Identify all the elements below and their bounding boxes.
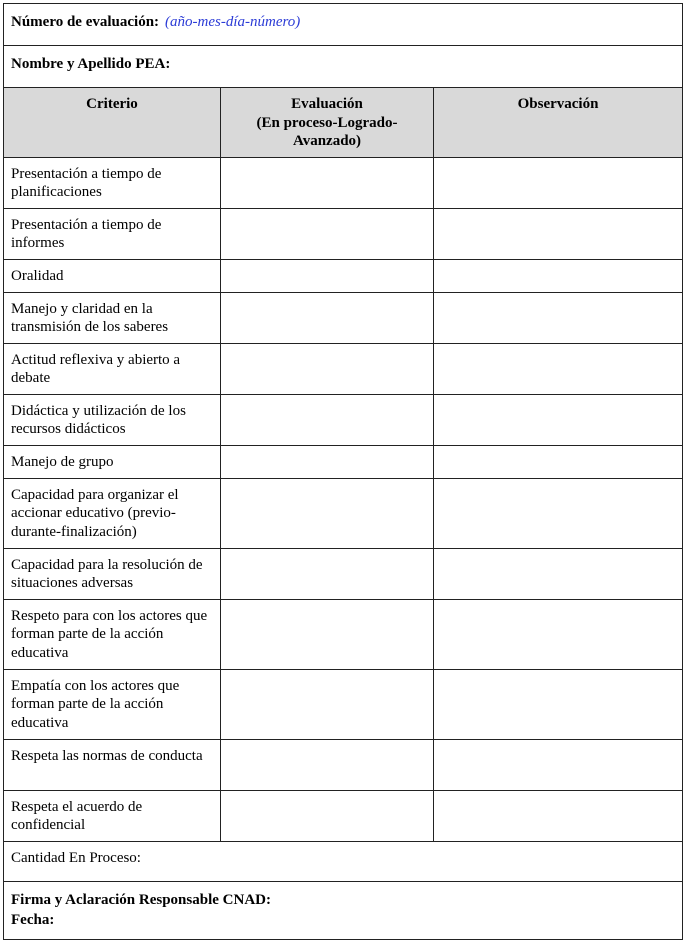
cantidad-cell[interactable] (4, 841, 683, 881)
table-row (4, 669, 683, 739)
table-row (4, 259, 683, 292)
observation-cell[interactable] (434, 394, 683, 445)
table-row (4, 790, 683, 841)
table-row (4, 292, 683, 343)
evaluacion-header-line3: Avanzado) (292, 133, 362, 149)
evaluation-cell[interactable] (221, 599, 434, 669)
signature-cell[interactable] (4, 881, 683, 939)
observation-cell[interactable] (434, 669, 683, 739)
column-header-row (4, 88, 683, 158)
evaluation-cell[interactable] (221, 669, 434, 739)
observation-cell[interactable] (434, 259, 683, 292)
table-row (4, 445, 683, 478)
criterion-label: Presentación a tiempo de planificaciones (4, 157, 221, 208)
observation-cell[interactable] (434, 343, 683, 394)
criterion-label: Respeta el acuerdo de confidencial (4, 790, 221, 841)
criterion-label: Didáctica y utilización de los recursos didácticos (4, 394, 221, 445)
evaluation-cell[interactable] (221, 259, 434, 292)
criterion-label: Empatía con los actores que forman parte de la acción educativa (4, 669, 221, 739)
name-row (4, 46, 683, 88)
observation-cell[interactable] (434, 445, 683, 478)
name-label: Nombre y Apellido PEA: (11, 56, 171, 72)
observation-cell[interactable] (434, 739, 683, 790)
column-header-evaluacion (221, 88, 434, 158)
evaluation-cell[interactable] (221, 478, 434, 548)
table-row (4, 157, 683, 208)
table-row (4, 208, 683, 259)
criterion-label: Capacidad para organizar el accionar educativo (previo-durante-finalización) (4, 478, 221, 548)
fecha-label: Fecha: (11, 912, 55, 928)
evaluation-cell[interactable] (221, 157, 434, 208)
evaluation-cell[interactable] (221, 292, 434, 343)
evaluation-number-label: Número de evaluación: (11, 14, 160, 30)
table-row (4, 394, 683, 445)
observation-cell[interactable] (434, 292, 683, 343)
evaluation-cell[interactable] (221, 548, 434, 599)
cantidad-row (4, 841, 683, 881)
evaluation-number-placeholder: (año-mes-día-número) (165, 14, 301, 30)
observation-cell[interactable] (434, 157, 683, 208)
criterion-label: Respeto para con los actores que forman parte de la acción educativa (4, 599, 221, 669)
criterion-label: Manejo y claridad en la transmisión de los saberes (4, 292, 221, 343)
table-row (4, 343, 683, 394)
criterion-label: Capacidad para la resolución de situaciones adversas (4, 548, 221, 599)
observation-cell[interactable] (434, 548, 683, 599)
column-header-observacion: Observación (434, 88, 683, 158)
evaluation-form-table (3, 3, 683, 940)
evaluation-cell[interactable] (221, 343, 434, 394)
criterion-label: Manejo de grupo (4, 445, 221, 478)
evaluation-cell[interactable] (221, 445, 434, 478)
observation-cell[interactable] (434, 790, 683, 841)
evaluation-cell[interactable] (221, 394, 434, 445)
evaluation-cell[interactable] (221, 790, 434, 841)
observation-cell[interactable] (434, 599, 683, 669)
evaluation-cell[interactable] (221, 208, 434, 259)
observation-cell[interactable] (434, 478, 683, 548)
signature-row (4, 881, 683, 939)
table-row (4, 739, 683, 790)
evaluation-number-row (4, 4, 683, 46)
table-row (4, 599, 683, 669)
criterion-label: Actitud reflexiva y abierto a debate (4, 343, 221, 394)
evaluacion-header-line2: (En proceso-Logrado- (256, 114, 398, 131)
table-row (4, 478, 683, 548)
evaluation-number-cell[interactable] (4, 4, 683, 46)
cantidad-label: Cantidad En Proceso: (11, 849, 141, 866)
firma-label: Firma y Aclaración Responsable CNAD: (11, 891, 271, 908)
column-header-criterio: Criterio (4, 88, 221, 158)
criterion-label: Oralidad (4, 259, 221, 292)
evaluacion-header-line1: Evaluación (291, 96, 363, 112)
observation-cell[interactable] (434, 208, 683, 259)
evaluation-cell[interactable] (221, 739, 434, 790)
table-row (4, 548, 683, 599)
name-cell[interactable] (4, 46, 683, 88)
criterion-label: Respeta las normas de conducta (4, 739, 221, 790)
criterion-label: Presentación a tiempo de informes (4, 208, 221, 259)
